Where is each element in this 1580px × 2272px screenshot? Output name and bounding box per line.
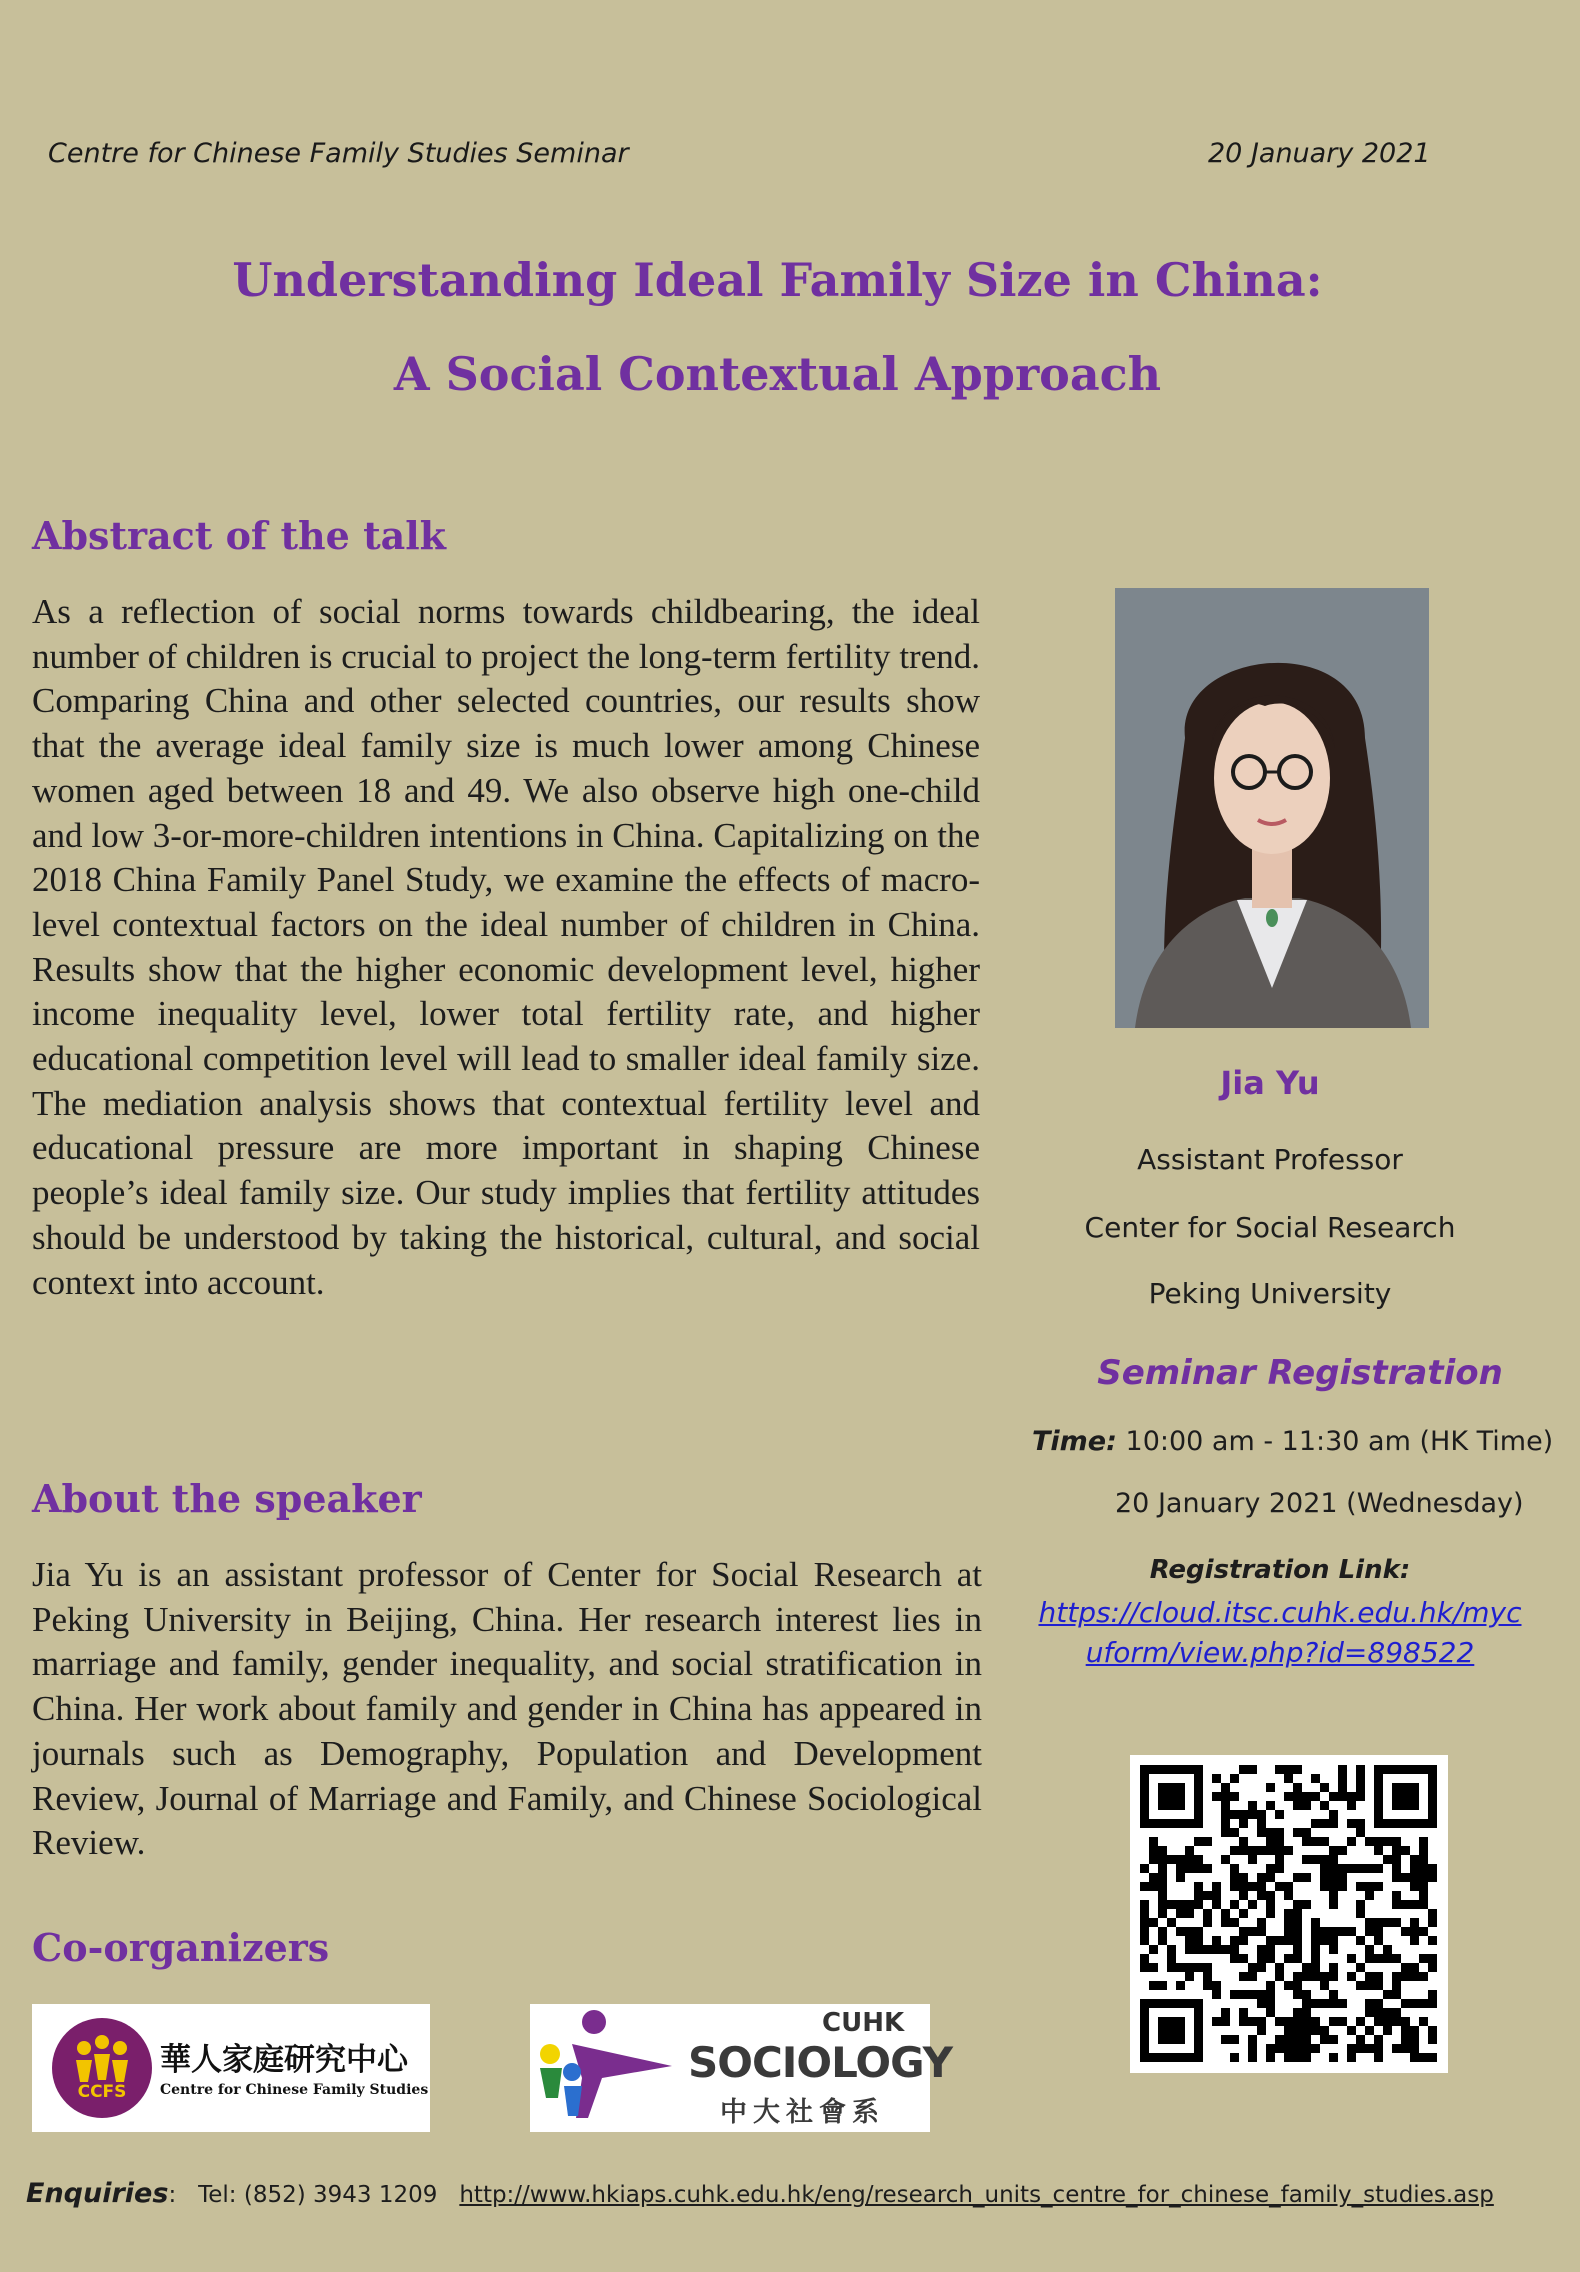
qr-code-icon xyxy=(1130,1755,1448,2073)
enquiries-footer xyxy=(26,2178,1494,2209)
speaker-heading: About the speaker xyxy=(32,1476,422,1521)
seminar-date: 20 January 2021 xyxy=(1208,138,1431,169)
ccfs-logo xyxy=(32,2004,430,2132)
registration-time xyxy=(1032,1426,1553,1457)
ccfs-emblem-icon xyxy=(42,2008,162,2128)
registration-date: 20 January 2021 (Wednesday) xyxy=(1115,1488,1524,1519)
abstract-heading: Abstract of the talk xyxy=(32,513,447,558)
title-line-2: A Social Contextual Approach xyxy=(393,347,1162,401)
speaker-position: Assistant Professor xyxy=(1137,1143,1403,1176)
speaker-bio: Jia Yu is an assistant professor of Center for Social Research at Peking University in Beijing, China. Her research interest lies in marriage and family, gender inequality, and social stratification in China. Her work about family and gender in China has appeared in journals such as Demography, Population and Development Review, Journal of Marriage and Family, and Chinese Sociological Review. xyxy=(32,1555,982,1863)
speaker-department: Center for Social Research xyxy=(1084,1211,1456,1244)
speaker-name: Jia Yu xyxy=(1220,1064,1320,1102)
cuhk-chinese-label: 中大社會系 xyxy=(720,2097,885,2128)
title-line-1: Understanding Ideal Family Size in China: xyxy=(232,253,1323,307)
cuhk-sociology-logo xyxy=(530,2004,953,2132)
enquiries-tel: Tel: (852) 3943 1209 xyxy=(198,2182,438,2208)
time-value: 10:00 am - 11:30 am (HK Time) xyxy=(1125,1426,1554,1457)
coorganizers-heading: Co-organizers xyxy=(32,1925,330,1970)
enquiries-label: Enquiries xyxy=(26,2178,169,2209)
enquiries-colon: : xyxy=(168,2182,191,2208)
qr-code xyxy=(1130,1755,1448,2073)
ccfs-abbr: CCFS xyxy=(77,2082,127,2102)
ccfs-english-name: Centre for Chinese Family Studies xyxy=(160,2082,429,2098)
portrait-image xyxy=(1115,588,1429,1028)
enquiries-url[interactable]: http://www.hkiaps.cuhk.edu.hk/eng/research_units_centre_for_chinese_family_studies.asp xyxy=(459,2182,1494,2208)
ccfs-chinese-name: 華人家庭研究中心 xyxy=(160,2042,408,2078)
sociology-label: SOCIOLOGY xyxy=(688,2038,953,2087)
registration-heading: Seminar Registration xyxy=(1097,1353,1503,1393)
time-label: Time: xyxy=(1032,1426,1117,1457)
speaker-photo xyxy=(1115,588,1429,1028)
speaker-university: Peking University xyxy=(1148,1277,1392,1310)
cuhk-label: CUHK xyxy=(822,2008,905,2038)
registration-link[interactable]: https://cloud.itsc.cuhk.edu.hk/mycuform/view.php?id=898522 xyxy=(1038,1596,1522,1669)
sociology-figures-icon xyxy=(532,2008,682,2128)
registration-link-label: Registration Link: xyxy=(1149,1555,1411,1585)
seminar-series-label: Centre for Chinese Family Studies Seminar xyxy=(48,138,629,169)
abstract-text: As a reflection of social norms towards childbearing, the ideal number of children is crucial to project the long-term fertility trend. Comparing China and other selected countries, our results show that the average ideal family size is much lower among Chinese women aged between 18 and 49. We also observe high one-child and low 3-or-more-children intentions in China. Capitalizing on the 2018 China Family Panel Study, we examine the effects of macro-level contextual factors on the ideal number of children in China. Results show that the higher economic development level, higher income inequality level, lower total fertility rate, and higher educational competition level will lead to smaller ideal family size. The mediation analysis shows that contextual fertility level and educational pressure are more important in shaping Chinese people’s ideal family size. Our study implies that fertility attitudes should be understood by taking the historical, cultural, and social context into account. xyxy=(32,592,980,1302)
